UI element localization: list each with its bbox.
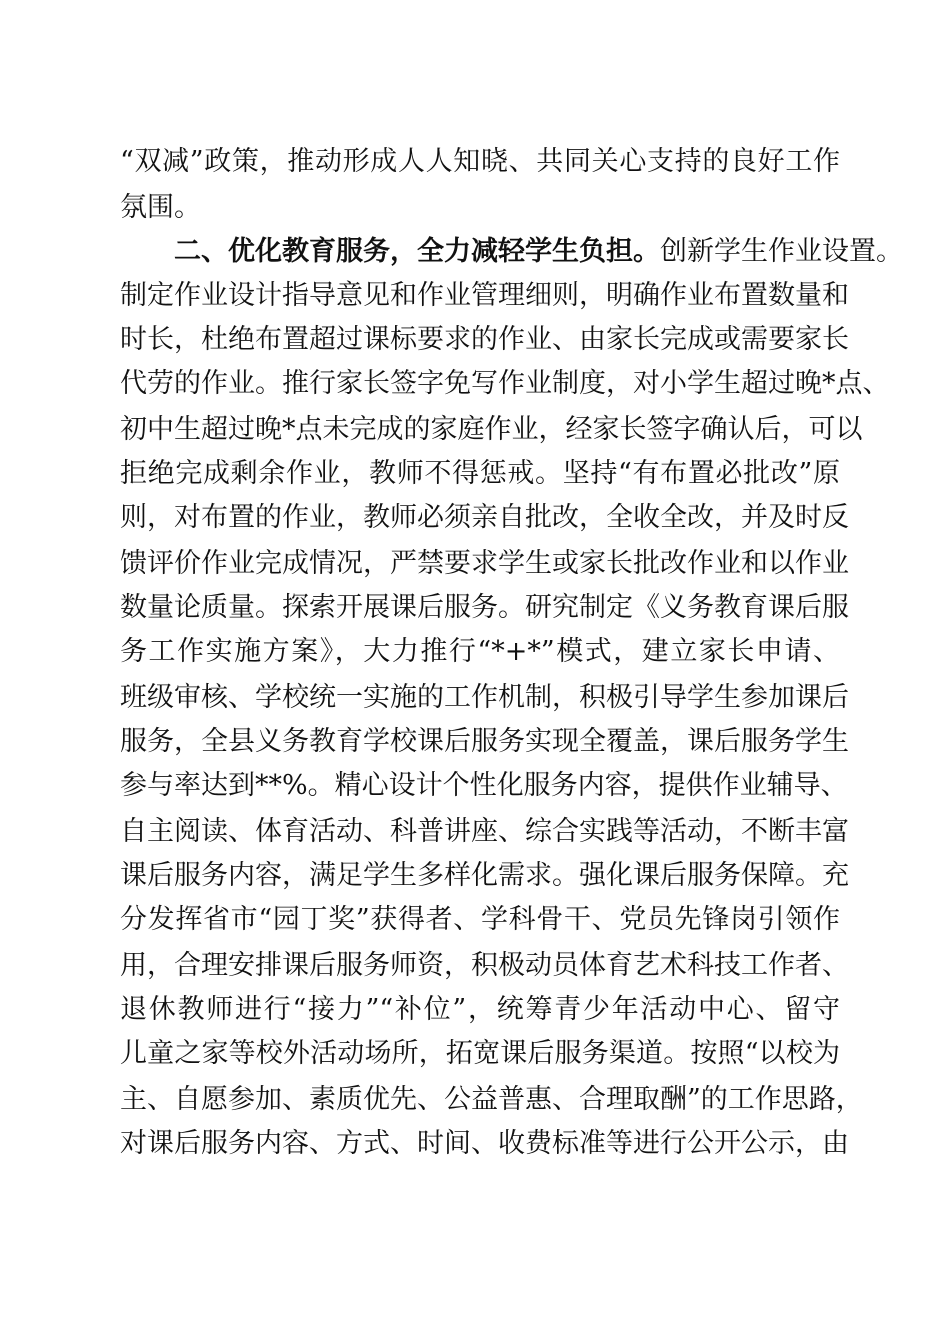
paragraph-line: 分发挥省市“园丁奖”获得者、学科骨干、党员先锋岗引领作 — [120, 904, 840, 935]
section-heading-line — [174, 232, 903, 272]
paragraph-line: “双减”政策，推动形成人人知晓、共同关心支持的良好工作 — [120, 146, 840, 177]
section-heading-continuation: 创新学生作业设置。 — [660, 236, 903, 267]
paragraph-line: 对课后服务内容、方式、时间、收费标准等进行公开公示，由 — [120, 1128, 849, 1159]
paragraph-line: 代劳的作业。推行家长签字免写作业制度，对小学生超过晚*点、 — [120, 368, 890, 399]
paragraph-line: 初中生超过晚*点未完成的家庭作业，经家长签字确认后，可以 — [120, 414, 863, 445]
paragraph-line: 课后服务内容，满足学生多样化需求。强化课后服务保障。充 — [120, 860, 849, 891]
section-heading: 二、优化教育服务，全力减轻学生负担。 — [174, 236, 660, 267]
paragraph-line: 参与率达到**%。精心设计个性化服务内容，提供作业辅导、 — [120, 770, 848, 801]
paragraph-line: 则，对布置的作业，教师必须亲自批改，全收全改，并及时反 — [120, 502, 849, 533]
paragraph-line: 务工作实施方案》，大力推行“*+*”模式，建立家长申请、 — [120, 636, 840, 667]
paragraph-line: 服务，全县义务教育学校课后服务实现全覆盖，课后服务学生 — [120, 726, 849, 757]
paragraph-line: 拒绝完成剩余作业，教师不得惩戒。坚持“有布置必批改”原 — [120, 458, 840, 489]
paragraph-line: 自主阅读、体育活动、科普讲座、综合实践等活动，不断丰富 — [120, 816, 849, 847]
paragraph-line: 主、自愿参加、素质优先、公益普惠、合理取酬”的工作思路， — [120, 1084, 863, 1115]
paragraph-line: 制定作业设计指导意见和作业管理细则，明确作业布置数量和 — [120, 280, 849, 311]
paragraph-line: 时长，杜绝布置超过课标要求的作业、由家长完成或需要家长 — [120, 324, 849, 355]
paragraph-line: 数量论质量。探索开展课后服务。研究制定《义务教育课后服 — [120, 592, 849, 623]
paragraph-line: 馈评价作业完成情况，严禁要求学生或家长批改作业和以作业 — [120, 548, 849, 579]
paragraph-line: 氛围。 — [120, 192, 201, 223]
paragraph-line: 用，合理安排课后服务师资，积极动员体育艺术科技工作者、 — [120, 950, 849, 981]
paragraph-line: 儿童之家等校外活动场所，拓宽课后服务渠道。按照“以校为 — [120, 1038, 840, 1069]
paragraph-line: 退休教师进行“接力”“补位”，统筹青少年活动中心、留守 — [120, 994, 840, 1025]
paragraph-line: 班级审核、学校统一实施的工作机制，积极引导学生参加课后 — [120, 682, 849, 713]
